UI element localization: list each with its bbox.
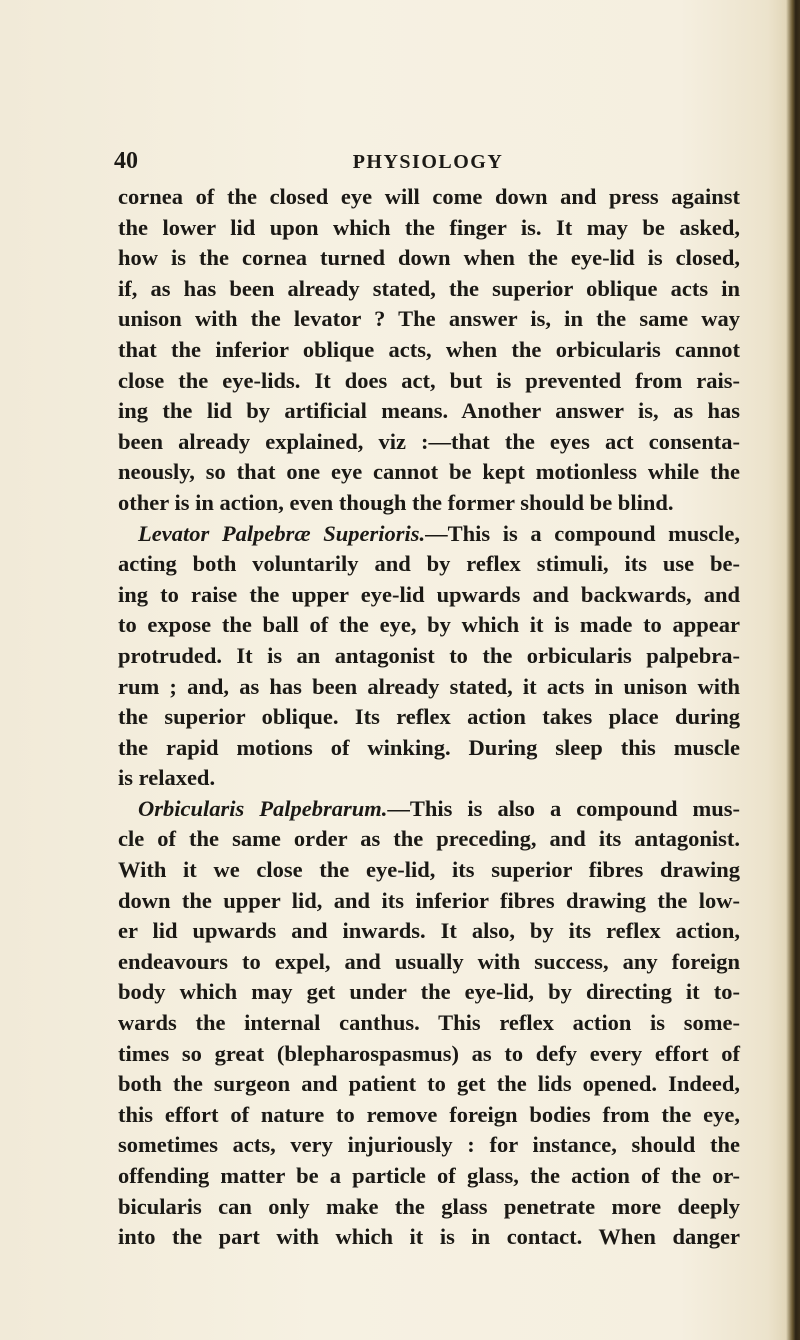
page-header [108, 148, 748, 176]
text-line: this effort of nature to remove foreign bodies from the eye, [118, 1101, 740, 1127]
text-line: that the inferior oblique acts, when the orbicularis cannot [118, 336, 740, 362]
text-line: acting both voluntarily and by reflex stimuli, its use be- [118, 551, 740, 577]
text-line: cle of the same order as the preceding, and its antagonist. [118, 826, 740, 852]
text-line: both the surgeon and patient to get the lids opened. Indeed, [118, 1071, 740, 1097]
text-line-rest: —This is a compound muscle, [425, 520, 740, 546]
text-line: the superior oblique. Its reflex action takes place during [118, 704, 740, 730]
text-line: offending matter be a particle of glass, the action of the or- [118, 1163, 740, 1188]
text-line: rum ; and, as has been already stated, it acts in unison with [118, 673, 740, 699]
text-line [118, 519, 740, 550]
text-line: endeavours to expel, and usually with success, any foreign [118, 948, 740, 974]
text-line: wards the internal canthus. This reflex action is some- [118, 1010, 740, 1036]
text-line: With it we close the eye-lid, its superior fibres drawing [118, 857, 740, 883]
body-text [118, 182, 740, 1253]
paragraph-orbicularis [118, 794, 740, 1253]
text-line: if, as has been already stated, the superior oblique acts in [118, 275, 740, 301]
text-line-rest: —This is also a compound mus- [387, 795, 740, 821]
text-line: bicularis can only make the glass penetrate more deeply [118, 1193, 740, 1219]
text-line: other is in action, even though the former should be blind. [118, 489, 674, 515]
text-line: er lid upwards and inwards. It also, by its reflex action, [118, 918, 740, 944]
running-head: PHYSIOLOGY [352, 151, 504, 173]
text-line: the rapid motions of winking. During sleep this muscle [118, 734, 740, 760]
text-line: to expose the ball of the eye, by which it is made to appear [118, 612, 740, 638]
text-line: neously, so that one eye cannot be kept motionless while the [118, 459, 740, 485]
text-line: close the eye-lids. It does act, but is prevented from rais- [118, 367, 740, 393]
text-line: unison with the levator ? The answer is, in the same way [118, 306, 740, 332]
text-line: how is the cornea turned down when the eye-lid is closed, [118, 245, 740, 271]
text-line: times so great (blepharospasmus) as to defy every effort of [118, 1040, 740, 1066]
muscle-term-orbicularis: Orbicularis Palpebrarum. [138, 795, 388, 821]
text-line [118, 794, 740, 825]
muscle-term-levator: Levator Palpebræ Superioris. [138, 520, 426, 546]
text-line: been already explained, viz :—that the eyes act consenta- [118, 428, 740, 454]
page-edge-shadow [786, 0, 800, 1340]
text-line: ing the lid by artificial means. Another answer is, as has [118, 398, 740, 424]
text-line: ing to raise the upper eye-lid upwards and backwards, and [118, 581, 740, 607]
paragraph-levator [118, 519, 740, 794]
text-line: is relaxed. [118, 765, 216, 791]
text-line: sometimes acts, very injuriously : for instance, should the [118, 1132, 740, 1158]
page-number: 40 [114, 148, 138, 174]
text-line: cornea of the closed eye will come down and press against [118, 184, 740, 209]
text-line: into the part with which it is in contact. When danger [118, 1224, 740, 1250]
paragraph-1 [118, 182, 740, 519]
text-line: down the upper lid, and its inferior fibres drawing the low- [118, 887, 740, 913]
text-line: protruded. It is an antagonist to the orbicularis palpebra- [118, 642, 740, 668]
text-line: the lower lid upon which the finger is. It may be asked, [118, 214, 740, 240]
text-line: body which may get under the eye-lid, by directing it to- [118, 979, 740, 1005]
